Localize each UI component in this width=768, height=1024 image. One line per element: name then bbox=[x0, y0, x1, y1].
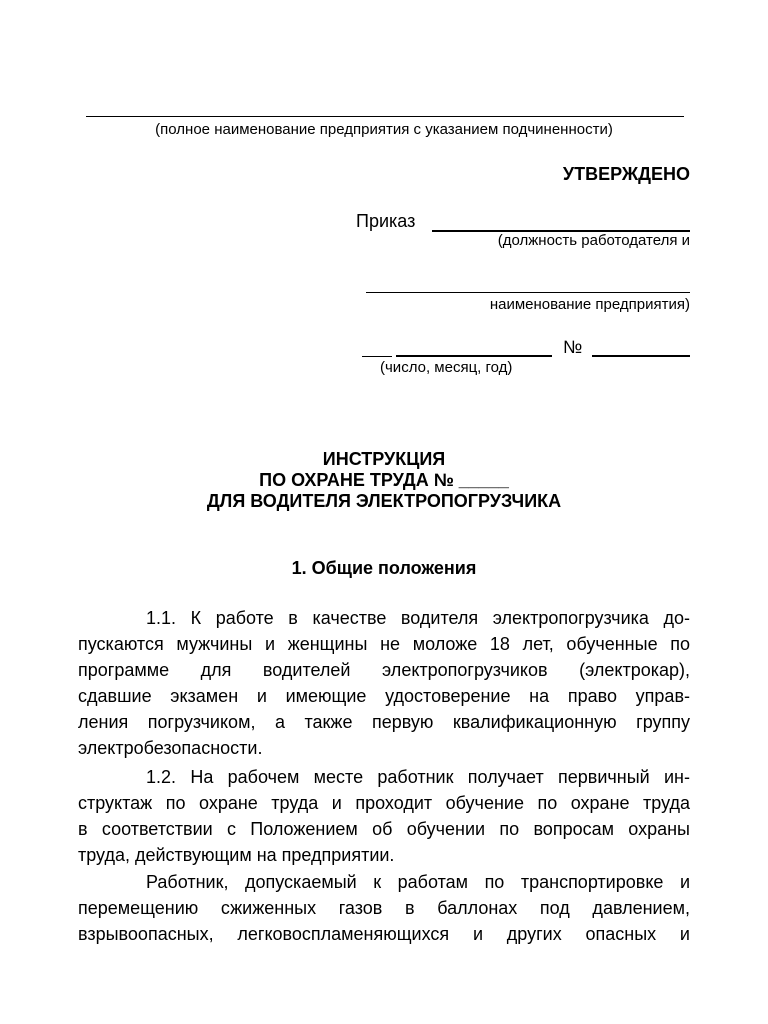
paragraph-line: сдавшие экзамен и имеющие удостоверение на право управ- bbox=[78, 686, 690, 706]
paragraph-line: 1.1. К работе в качестве водителя электропогрузчика до- bbox=[146, 608, 690, 628]
paragraph-line: пускаются мужчины и женщины не моложе 18 лет, обученные по bbox=[78, 634, 690, 654]
title-line-3: ДЛЯ ВОДИТЕЛЯ ЭЛЕКТРОПОГРУЗЧИКА bbox=[206, 491, 562, 511]
paragraph-1-2 bbox=[78, 764, 690, 868]
paragraph-line: в соответствии с Положением об обучении по вопросам охраны bbox=[78, 819, 690, 839]
paragraph-line: структаж по охране труда и проходит обучение по охране труда bbox=[78, 793, 690, 813]
document-title bbox=[0, 449, 768, 512]
organization-caption: (полное наименование предприятия с указанием подчиненности) bbox=[155, 121, 613, 138]
date-line-short bbox=[362, 356, 392, 357]
enterprise-name-caption: наименование предприятия) bbox=[489, 296, 690, 313]
date-caption: (число, месяц, год) bbox=[380, 359, 513, 376]
title-line-1: ИНСТРУКЦИЯ bbox=[322, 449, 446, 469]
paragraph-line: электробезопасности. bbox=[78, 738, 263, 758]
paragraph-line: ления погрузчиком, а также первую квалификационную группу bbox=[78, 712, 690, 732]
order-number-line bbox=[592, 355, 690, 357]
approved-label: УТВЕРЖДЕНО bbox=[562, 164, 690, 184]
employer-position-caption: (должность работодателя и bbox=[497, 232, 690, 249]
date-line bbox=[396, 355, 552, 357]
enterprise-name-line bbox=[366, 292, 690, 293]
paragraph-line: труда, действующим на предприятии. bbox=[78, 845, 395, 865]
order-label: Приказ bbox=[356, 211, 416, 231]
paragraph-line: Работник, допускаемый к работам по транспортировке и bbox=[146, 872, 690, 892]
paragraph-line: программе для водителей электропогрузчиков (электрокар), bbox=[78, 660, 690, 680]
paragraph-1-1 bbox=[78, 605, 690, 761]
paragraph-line: взрывоопасных, легковоспламеняющихся и других опасных и bbox=[78, 924, 690, 944]
organization-name-line bbox=[86, 116, 684, 117]
title-line-2: ПО ОХРАНЕ ТРУДА № _____ bbox=[259, 470, 509, 490]
section-heading: 1. Общие положения bbox=[291, 558, 477, 578]
order-number-label: № bbox=[563, 337, 583, 357]
paragraph-line: 1.2. На рабочем месте работник получает первичный ин- bbox=[146, 767, 690, 787]
paragraph-line: перемещению сжиженных газов в баллонах под давлением, bbox=[78, 898, 690, 918]
paragraph-worker-transport bbox=[78, 869, 690, 947]
